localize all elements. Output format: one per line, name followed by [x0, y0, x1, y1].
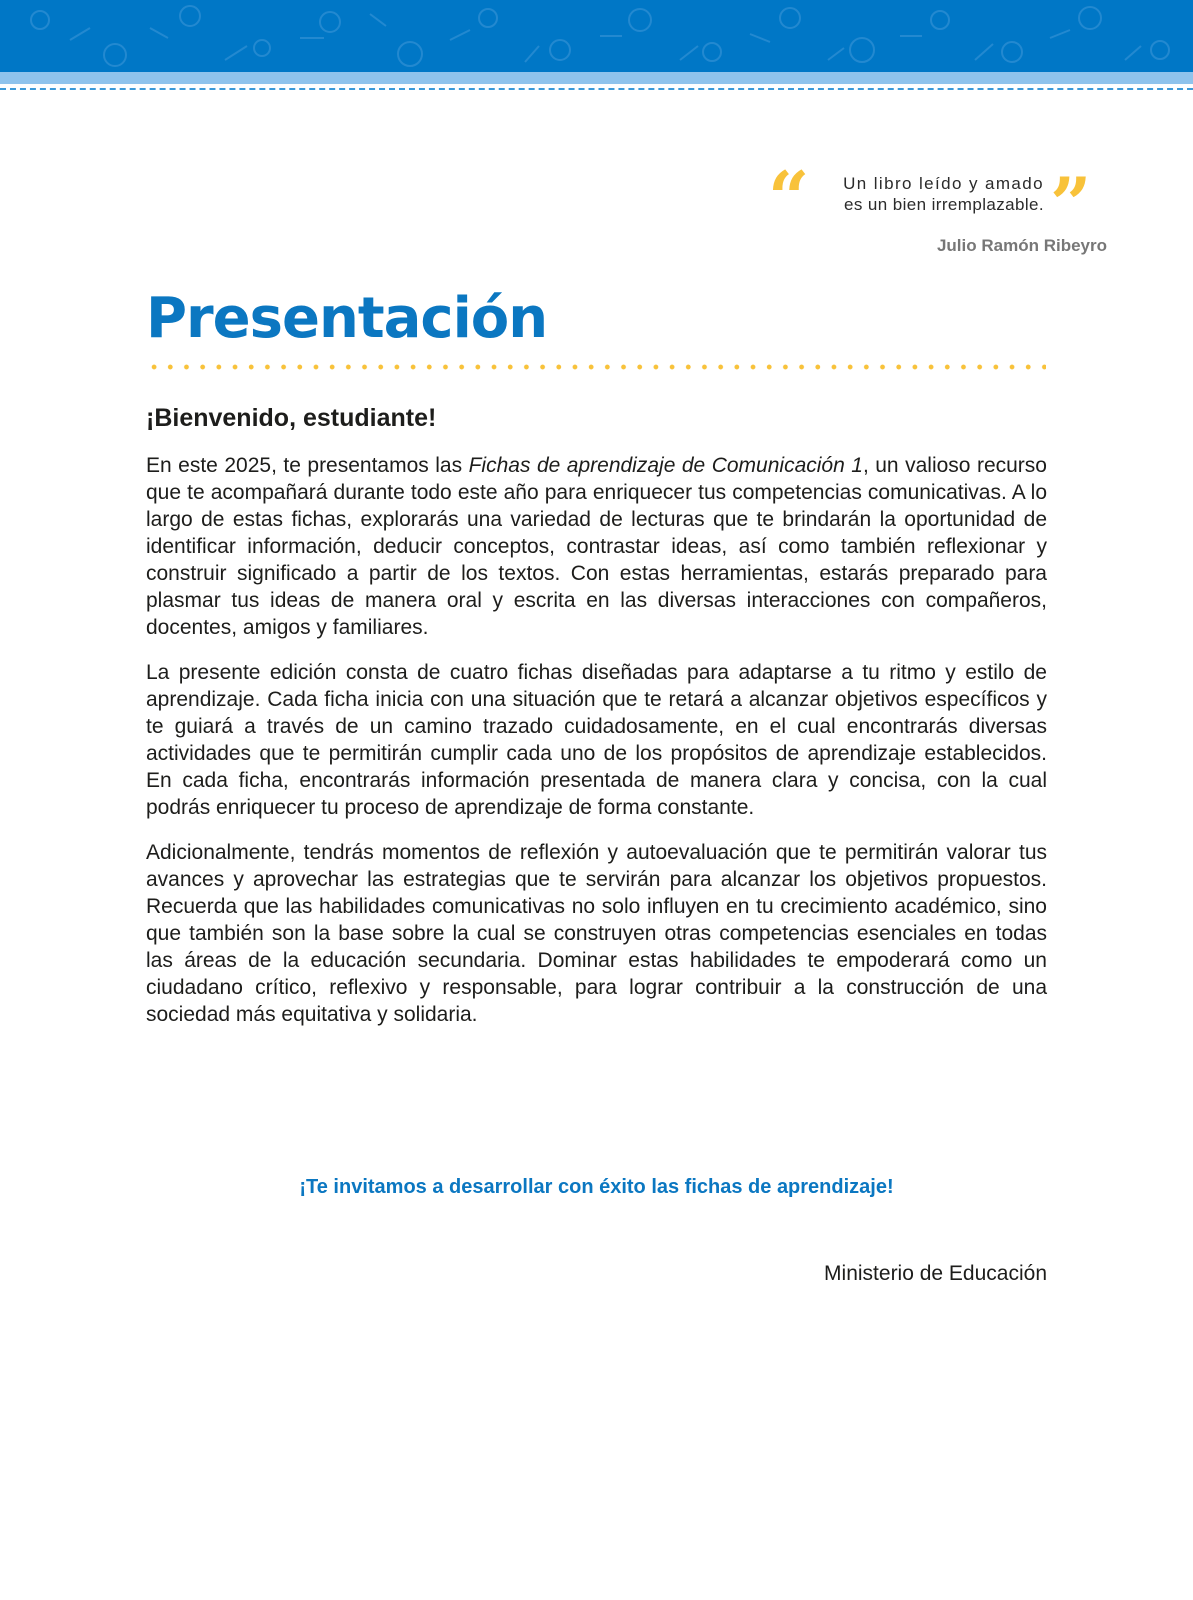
page-title: Presentación — [146, 286, 548, 351]
book-title: Fichas de aprendizaje de Comunicación 1 — [468, 454, 863, 477]
paragraph-1-rest: , un valioso recurso que te acompañará durante todo este año para enriquecer tus competencias comunicativas. A lo largo de estas fichas, explorarás una variedad de lecturas que te brindarán la oportunidad de identificar información, deducir conceptos, contrastar ideas, así como también reflexionar y construir significado a partir de los textos. Con estas herramientas, estarás preparado para plasmar tus ideas de manera oral y escrita en las diversas interacciones con compañeros, docentes, amigos y familiares. — [146, 454, 1047, 639]
quote-line-2: es un bien irremplazable. — [844, 195, 1044, 214]
title-dotted-divider — [146, 364, 1046, 370]
banner-light-strip — [0, 72, 1193, 84]
invitation-text: ¡Te invitamos a desarrollar con éxito las fichas de aprendizaje! — [299, 1176, 894, 1198]
paragraph-3: Adicionalmente, tendrás momentos de reflexión y autoevaluación que te permitirán valorar tus avances y aprovechar las estrategias que te servirán para alcanzar los objetivos propuestos. Recuerda que las habilidades comunicativas no solo influyen en tu crecimiento académico, sino que también son la base sobre la cual se construyen otras competencias esenciales en todas las áreas de la educación secundaria. Dominar estas habilidades te empoderará como un ciudadano crítico, reflexivo y responsable, para lograr contribuir a la construcción de una sociedad más equitativa y solidaria. — [146, 841, 1047, 1026]
top-banner — [0, 0, 1193, 84]
open-quote-icon: “ — [768, 155, 810, 240]
doodle-pattern — [0, 0, 1193, 72]
banner-pattern — [0, 0, 1193, 72]
greeting-heading: ¡Bienvenido, estudiante! — [146, 404, 437, 432]
close-quote-icon: ” — [1050, 161, 1092, 246]
paragraph-1 — [146, 452, 1047, 641]
quote-line-1: Un libro leído y amado — [843, 174, 1044, 193]
quote-author: Julio Ramón Ribeyro — [936, 236, 1107, 255]
banner-dashed-line — [0, 88, 1193, 90]
paragraph-1-start: En este 2025, te presentamos las — [146, 454, 469, 477]
epigraph — [760, 155, 1107, 260]
body-text — [146, 452, 1047, 1046]
signature: Ministerio de Educación — [824, 1262, 1047, 1285]
paragraph-2: La presente edición consta de cuatro fichas diseñadas para adaptarse a tu ritmo y estilo de aprendizaje. Cada ficha inicia con una situación que te retará a alcanzar objetivos específicos y te guiará a través de un camino trazado cuidadosamente, en el cual encontrarás diversas actividades que te permitirán cumplir cada uno de los propósitos de aprendizaje establecidos. En cada ficha, encontrarás información presentada de manera clara y concisa, con la cual podrás enriquecer tu proceso de aprendizaje de forma constante. — [146, 661, 1047, 819]
